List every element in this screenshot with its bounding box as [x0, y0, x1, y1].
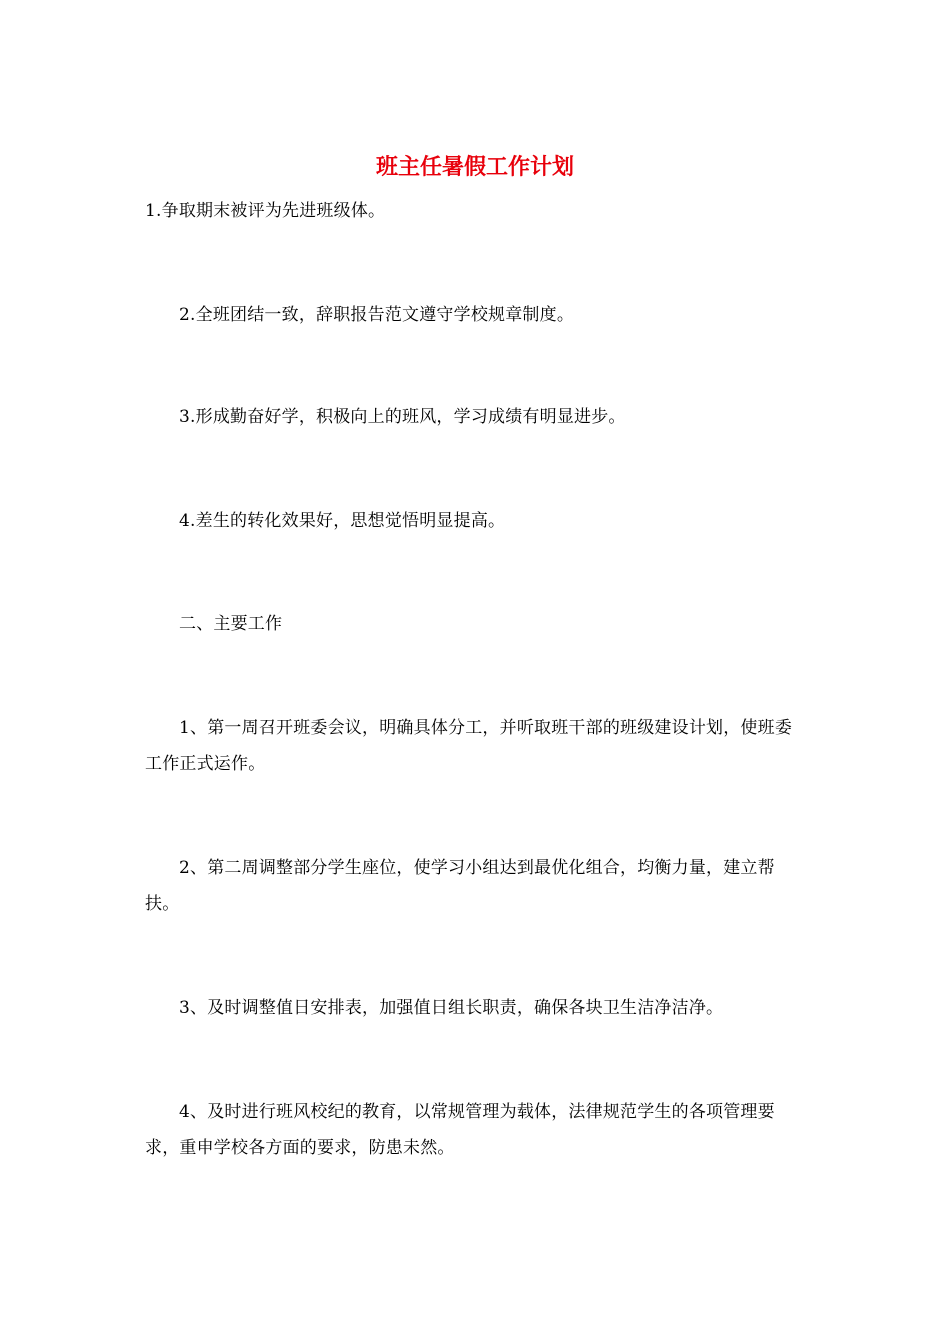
paragraph-goal-1: 1.争取期末被评为先进班级体。 [145, 201, 386, 221]
paragraph-work-3: 3、及时调整值日安排表，加强值日组长职责，确保各块卫生洁净洁净。 [179, 998, 724, 1018]
paragraph-work-2: 2、第二周调整部分学生座位，使学习小组达到最优化组合，均衡力量，建立帮扶。 [145, 858, 775, 914]
paragraph-work-1: 1、第一周召开班委会议，明确具体分工，并听取班干部的班级建设计划，使班委工作正式运作。 [145, 718, 793, 774]
paragraph-work-4: 4、及时进行班风校纪的教育，以常规管理为载体，法律规范学生的各项管理要求，重申学校各方面的要求，防患未然。 [145, 1102, 775, 1158]
paragraph-goal-4: 4.差生的转化效果好，思想觉悟明显提高。 [179, 511, 506, 531]
paragraph-goal-3: 3.形成勤奋好学，积极向上的班风，学习成绩有明显进步。 [179, 407, 626, 427]
document-title: 班主任暑假工作计划 [375, 154, 574, 180]
paragraph-goal-2: 2.全班团结一致，辞职报告范文遵守学校规章制度。 [179, 305, 575, 325]
section-heading-main-work: 二、主要工作 [179, 614, 283, 634]
